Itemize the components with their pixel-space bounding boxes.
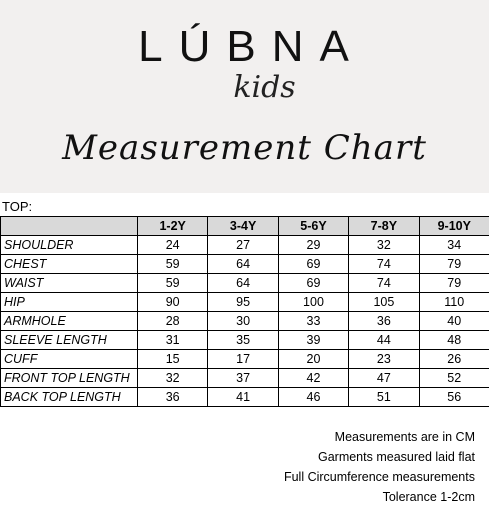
- row-label: HIP: [1, 293, 138, 312]
- table-cell: 29: [278, 236, 348, 255]
- table-cell: 27: [208, 236, 278, 255]
- table-row: [1, 388, 489, 407]
- table-row: [1, 350, 489, 369]
- row-label: BACK TOP LENGTH: [1, 388, 138, 407]
- table-header-row: [1, 217, 489, 236]
- row-label: FRONT TOP LENGTH: [1, 369, 138, 388]
- table-cell: 28: [138, 312, 208, 331]
- table-cell: 48: [419, 331, 489, 350]
- table-row: [1, 236, 489, 255]
- row-label: WAIST: [1, 274, 138, 293]
- table-cell: 31: [138, 331, 208, 350]
- table-cell: 105: [349, 293, 419, 312]
- table-cell: 15: [138, 350, 208, 369]
- table-cell: 30: [208, 312, 278, 331]
- table-cell: 36: [349, 312, 419, 331]
- table-cell: 51: [349, 388, 419, 407]
- table-cell: 39: [278, 331, 348, 350]
- table-row: [1, 369, 489, 388]
- table-cell: 69: [278, 274, 348, 293]
- row-label: CHEST: [1, 255, 138, 274]
- table-cell: 34: [419, 236, 489, 255]
- table-cell: 23: [349, 350, 419, 369]
- table-cell: 37: [208, 369, 278, 388]
- row-label: CUFF: [1, 350, 138, 369]
- table-cell: 64: [208, 274, 278, 293]
- table-cell: 35: [208, 331, 278, 350]
- table-cell: 100: [278, 293, 348, 312]
- note-line: Garments measured laid flat: [284, 447, 475, 467]
- table-cell: 95: [208, 293, 278, 312]
- table-cell: 69: [278, 255, 348, 274]
- table-row: [1, 331, 489, 350]
- table-cell: 59: [138, 274, 208, 293]
- note-line: Measurements are in CM: [284, 427, 475, 447]
- table-row: [1, 255, 489, 274]
- table-cell: 79: [419, 255, 489, 274]
- table-row: [1, 293, 489, 312]
- note-line: Tolerance 1-2cm: [284, 487, 475, 507]
- table-cell: 40: [419, 312, 489, 331]
- table-cell: 79: [419, 274, 489, 293]
- table-cell: 52: [419, 369, 489, 388]
- table-cell: 64: [208, 255, 278, 274]
- header-cell: 7-8Y: [349, 217, 419, 236]
- header-cell: 3-4Y: [208, 217, 278, 236]
- page-title: Measurement Chart: [0, 128, 489, 168]
- table-cell: 74: [349, 255, 419, 274]
- table-cell: 47: [349, 369, 419, 388]
- table-cell: 90: [138, 293, 208, 312]
- table-cell: 56: [419, 388, 489, 407]
- table-row: [1, 312, 489, 331]
- header-cell: 1-2Y: [138, 217, 208, 236]
- header-cell: [1, 217, 138, 236]
- table-cell: 32: [138, 369, 208, 388]
- brand-subtitle: kids: [0, 70, 489, 105]
- row-label: SLEEVE LENGTH: [1, 331, 138, 350]
- table-cell: 59: [138, 255, 208, 274]
- table-cell: 24: [138, 236, 208, 255]
- header-banner: [0, 0, 489, 193]
- table-cell: 42: [278, 369, 348, 388]
- table-cell: 20: [278, 350, 348, 369]
- table-row: [1, 274, 489, 293]
- table-cell: 74: [349, 274, 419, 293]
- header-cell: 5-6Y: [278, 217, 348, 236]
- table-cell: 36: [138, 388, 208, 407]
- table-cell: 17: [208, 350, 278, 369]
- table-cell: 44: [349, 331, 419, 350]
- row-label: SHOULDER: [1, 236, 138, 255]
- notes: [284, 427, 475, 507]
- table-cell: 41: [208, 388, 278, 407]
- table-cell: 110: [419, 293, 489, 312]
- note-line: Full Circumference measurements: [284, 467, 475, 487]
- table-cell: 33: [278, 312, 348, 331]
- brand-logo: LÚBNA: [0, 22, 489, 72]
- measurement-table: [0, 216, 489, 407]
- section-label: TOP:: [2, 199, 32, 214]
- table-cell: 26: [419, 350, 489, 369]
- header-cell: 9-10Y: [419, 217, 489, 236]
- table-cell: 32: [349, 236, 419, 255]
- row-label: ARMHOLE: [1, 312, 138, 331]
- table-cell: 46: [278, 388, 348, 407]
